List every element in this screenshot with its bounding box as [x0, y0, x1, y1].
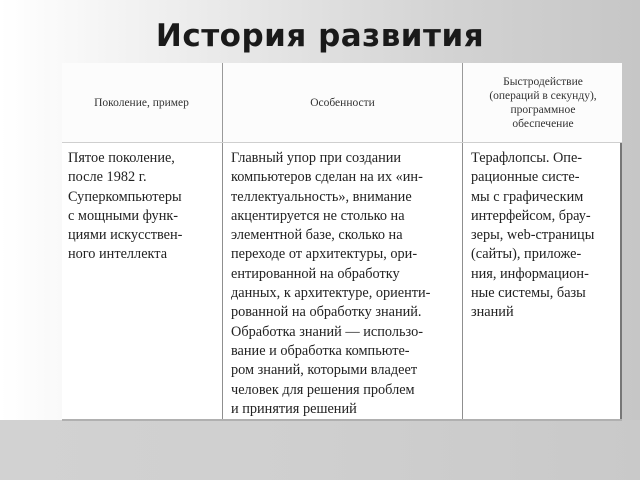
cell-performance [462, 143, 622, 419]
header-performance-line: Быстродействие [503, 75, 583, 88]
text-line: данных, к архитектуре, ориенти- [231, 285, 431, 302]
text-line: знаний [471, 304, 514, 321]
cell-features [222, 143, 462, 419]
background-bottom [0, 420, 640, 480]
text-line: Пятое поколение, [68, 150, 175, 166]
text-line: Главный упор при создании [231, 150, 402, 166]
text-line: Терафлопсы. Опе- [471, 150, 583, 166]
text-line: теллектуальность», внимание [231, 188, 412, 205]
table-header-row [62, 63, 622, 142]
header-performance-line: программное [510, 103, 576, 116]
header-performance-line: обеспечение [512, 117, 574, 130]
text-line: рационные систе- [471, 169, 580, 186]
text-line: циями искусствен- [68, 227, 183, 244]
text-line: (сайты), приложе- [471, 246, 582, 263]
text-line: ентированной на обработку [231, 265, 400, 282]
text-line: акцентируется не столько на [231, 207, 405, 224]
slide-title: История развития [155, 18, 485, 54]
text-line: переходе от архитектуры, ори- [231, 246, 418, 263]
text-line: ром знаний, которыми владеет [231, 362, 418, 379]
text-line: мы с графическим [471, 188, 584, 205]
text-line: и принятия решений [231, 400, 357, 417]
header-features: Особенности [222, 63, 462, 142]
text-line: рованной на обработку знаний. [231, 304, 422, 321]
text-line: ные системы, базы [471, 285, 586, 302]
cell-generation [62, 143, 221, 419]
text-line: элементной базе, сколько на [231, 227, 403, 244]
text-line: человек для решения проблем [231, 381, 415, 398]
text-line: с мощными функ- [68, 207, 179, 224]
text-line: компьютеров сделан на их «ин- [231, 169, 423, 186]
header-performance-line: (операций в секунду), [489, 89, 597, 102]
text-line: после 1982 г. [68, 169, 147, 186]
text-line: ния, информацион- [471, 265, 589, 282]
header-performance [462, 63, 623, 142]
text-line: зеры, web-страницы [471, 227, 595, 244]
text-line: интерфейсом, брау- [471, 207, 591, 224]
table-row [62, 142, 622, 421]
header-generation: Поколение, пример [94, 96, 189, 109]
text-line: Обработка знаний — использо- [231, 323, 424, 340]
text-line: вание и обработка компьюте- [231, 342, 410, 359]
text-line: ного интеллекта [68, 246, 168, 263]
text-line: Суперкомпьютеры [68, 188, 182, 205]
